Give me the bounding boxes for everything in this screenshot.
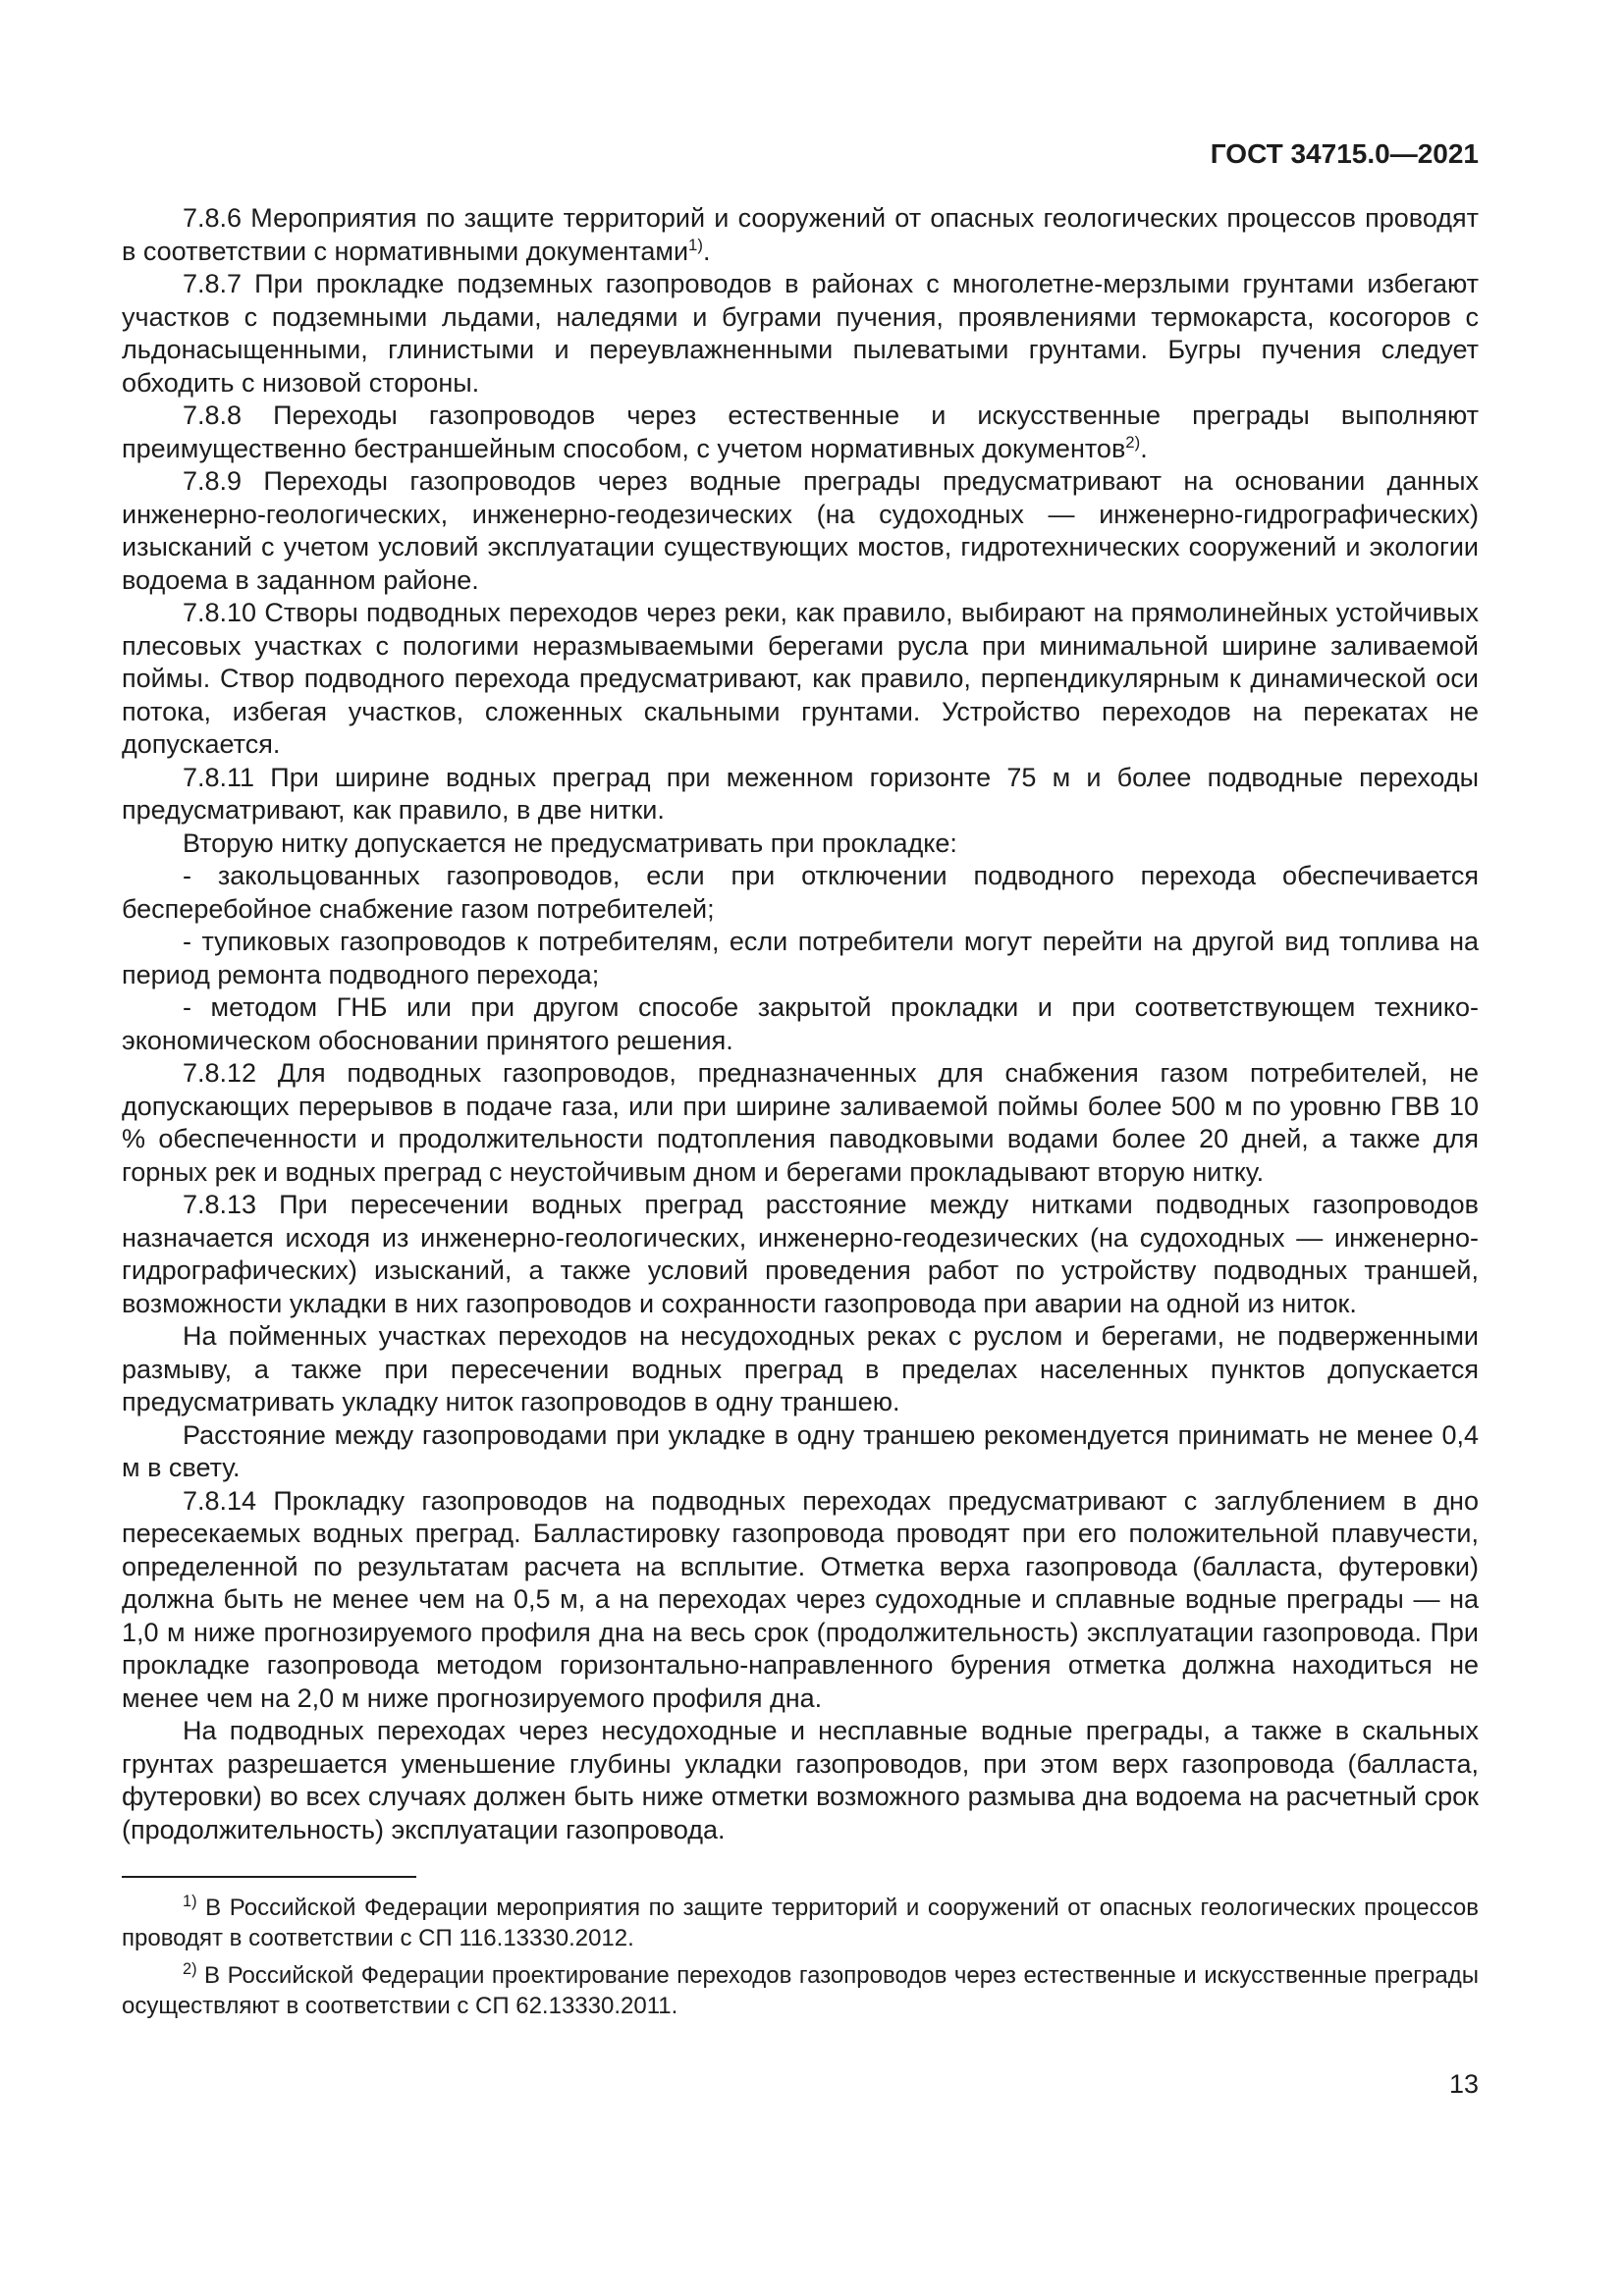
paragraph-7-8-14: 7.8.14 Прокладку газопроводов на подводных переходах предусматривают с заглублением в дно пересекаемых водных преград. Балластировку газопровода проводят при его положительной плавучести, определенной по результатам расчета на всплытие. Отметка верха газопровода (балласта, футеровки) должна быть не менее чем на 0,5 м, а на переходах через судоходные и сплавные водные преграды — на 1,0 м ниже прогнозируемого профиля дна на весь срок (продолжительность) эксплуатации газопровода. При прокладке газопровода методом горизонтально-направленного бурения отметка должна находиться не менее чем на 2,0 м ниже прогнозируемого профиля дна. — [122, 1485, 1479, 1713]
list-item-dead-end-pipelines: - тупиковых газопроводов к потребителям, если потребители могут перейти на другой вид топлива на период ремонта подводного перехода; — [122, 927, 1479, 989]
paragraph-second-line-intro: Вторую нитку допускается не предусматривать при прокладке: — [183, 828, 957, 858]
list-item-looped-pipelines: - закольцованных газопроводов, если при отключении подводного перехода обеспечивается бесперебойное снабжение газом потребителей; — [122, 861, 1479, 924]
document-header — [122, 137, 1479, 171]
paragraph-7-8-10: 7.8.10 Створы подводных переходов через реки, как правило, выбирают на прямолинейных устойчивых плесовых участках с пологими неразмываемыми берегами русла при минимальной ширине заливаемой поймы. Створ подводного перехода предусматривают, как правило, перпендикулярным к динамической оси потока, избегая участков, сложенных скальными грунтами. Устройство переходов на перекатах не допускается. — [122, 598, 1479, 759]
paragraph-text: . — [1140, 433, 1148, 463]
paragraph-7-8-6 — [122, 202, 1479, 268]
page-number: 13 — [1448, 2069, 1479, 2099]
paragraph-7-8-11: 7.8.11 При ширине водных преград при меженном горизонте 75 м и более подводные переходы предусматривают, как правило, в две нитки. — [122, 762, 1479, 825]
footnote-ref-2: 2) — [1125, 432, 1141, 452]
list-item-hdd-method: - методом ГНБ или при другом способе закрытой прокладки и при соответствующем технико-экономическом обосновании принятого решения. — [122, 992, 1479, 1055]
document-code: ГОСТ 34715.0—2021 — [1210, 138, 1479, 169]
paragraph-trench-distance: Расстояние между газопроводами при укладке в одну траншею рекомендуется принимать не менее 0,4 м в свету. — [122, 1419, 1479, 1482]
paragraph-7-8-9: 7.8.9 Переходы газопроводов через водные преграды предусматривают на основании данных инженерно-геологических, инженерно-геодезических (на судоходных — инженерно-гидрографических) изысканий с учетом условий эксплуатации существующих мостов, гидротехнических сооружений и экологии водоема в заданном районе. — [122, 466, 1479, 595]
paragraph-text: 7.8.6 Мероприятия по защите территорий и сооружений от опасных геологических процессов проводят в соответствии с нормативными документами — [122, 203, 1479, 266]
paragraph-underwater-crossings: На подводных переходах через несудоходные и несплавные водные преграды, а также в скальных грунтах разрешается уменьшение глубины укладки газопроводов, при этом верх газопровода (балласта, футеровки) во всех случаях должен быть ниже отметки возможного размыва дна водоема на расчетный срок (продолжительность) эксплуатации газопровода. — [122, 1716, 1479, 1844]
paragraph-7-8-7: 7.8.7 При прокладке подземных газопроводов в районах с многолетне-мерзлыми грунтами избегают участков с подземными льдами, наледями и буграми пучения, проявлениями термокарста, косогоров с льдонасыщенными, глинистыми и переувлажненными пылеватыми грунтами. Бугры пучения следует обходить с низовой стороны. — [122, 269, 1479, 398]
paragraph-7-8-8 — [122, 400, 1479, 465]
document-body — [122, 202, 1479, 1846]
footnote-1 — [122, 1894, 1479, 1953]
footnote-2-marker: 2) — [183, 1960, 197, 1978]
footnote-2 — [122, 1961, 1479, 2021]
footnote-2-text: В Российской Федерации проектирование переходов газопроводов через естественные и искусственные преграды осуществляют в соответствии с СП 62.13330.2011. — [122, 1962, 1479, 2019]
paragraph-7-8-12: 7.8.12 Для подводных газопроводов, предназначенных для снабжения газом потребителей, не допускающих перерывов в подаче газа, или при ширине заливаемой поймы более 500 м по уровню ГВВ 10 % обеспеченности и продолжительности подтопления паводковыми водами более 20 дней, а также для горных рек и водных преград с неустойчивым дном и берегами прокладывают вторую нитку. — [122, 1058, 1479, 1187]
paragraph-7-8-13: 7.8.13 При пересечении водных преград расстояние между нитками подводных газопроводов назначается исходя из инженерно-геологических, инженерно-геодезических (на судоходных — инженерно-гидрографических) изысканий, а также условий проведения работ по устройству подводных траншей, возможности укладки в них газопроводов и сохранности газопровода при аварии на одной из ниток. — [122, 1190, 1479, 1318]
paragraph-text: 7.8.8 Переходы газопроводов через естественные и искусственные преграды выполняют преимущественно бестраншейным способом, с учетом нормативных документов — [122, 400, 1479, 463]
footnote-1-text: В Российской Федерации мероприятия по защите территорий и сооружений от опасных геологических процессов проводят в соответствии с СП 116.13330.2012. — [122, 1895, 1479, 1951]
footnote-divider — [122, 1876, 416, 1878]
footnotes-section — [122, 1894, 1479, 2021]
page-footer — [122, 2068, 1479, 2101]
footnote-ref-1: 1) — [688, 235, 703, 254]
paragraph-floodplain-sections: На пойменных участках переходов на несудоходных реках с руслом и берегами, не подверженными размыву, а также при пересечении водных преград в пределах населенных пунктов допускается предусматривать укладку ниток газопроводов в одну траншею. — [122, 1321, 1479, 1416]
paragraph-text: . — [702, 236, 711, 266]
footnote-1-marker: 1) — [183, 1893, 197, 1910]
